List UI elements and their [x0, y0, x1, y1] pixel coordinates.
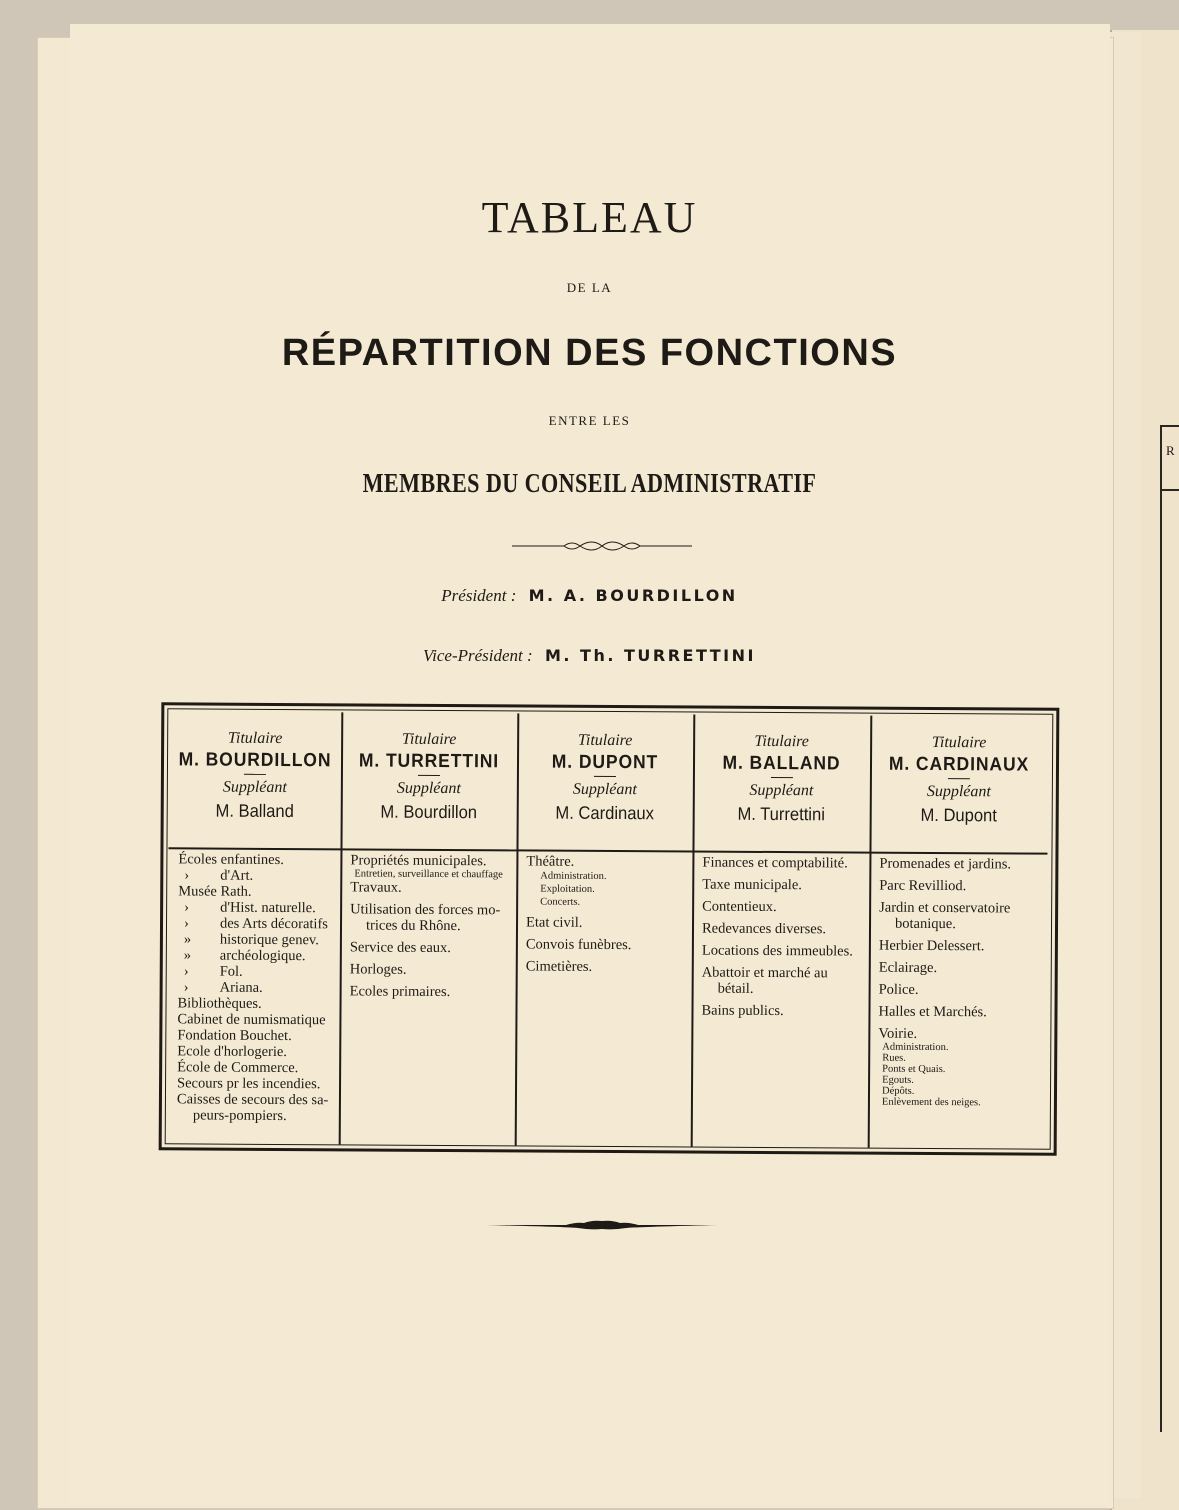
- ditto-mark: ›: [184, 899, 190, 916]
- ditto-mark: »: [183, 947, 192, 964]
- list-item: Eclairage.: [878, 959, 938, 977]
- president-line: [0, 586, 1179, 606]
- column-header: [516, 713, 693, 852]
- ornament-divider-top: [512, 538, 692, 554]
- list-item: Voirie.: [878, 1025, 918, 1042]
- subtitle-entre-les: ENTRE LES: [548, 413, 631, 428]
- list-item: Etat civil.: [525, 914, 583, 931]
- titulaire-label: Titulaire: [227, 729, 283, 748]
- list-item: École de Commerce.: [177, 1059, 299, 1077]
- list-item: Administration.: [882, 1041, 949, 1054]
- list-item: Herbier Delessert.: [878, 937, 985, 955]
- suppleant-label: Suppléant: [222, 778, 287, 797]
- list-item: Service des eaux.: [349, 939, 451, 957]
- list-item: » archéologique.: [178, 947, 334, 964]
- list-item: Convois funèbres.: [525, 936, 632, 954]
- column-items: [691, 853, 869, 1020]
- suppleant-name: M. Balland: [215, 800, 294, 822]
- list-item: Horloges.: [349, 961, 407, 978]
- suppleant-label: Suppléant: [926, 782, 991, 801]
- list-item: Ecole d'horlogerie.: [177, 1043, 288, 1061]
- titulaire-label: Titulaire: [401, 730, 457, 749]
- suppleant-name: M. Dupont: [920, 804, 997, 826]
- titulaire-name: M. CARDINAUX: [888, 753, 1030, 776]
- list-item: Cimetières.: [525, 958, 593, 975]
- suppleant-label: Suppléant: [572, 780, 637, 799]
- council-heading: MEMBRES DU CONSEIL ADMINISTRATIF: [362, 468, 817, 498]
- column-turrettini: [339, 712, 520, 1145]
- suppleant-label: Suppléant: [749, 781, 814, 800]
- list-item: Rues.: [882, 1052, 906, 1064]
- document-title: TABLEAU: [481, 193, 698, 242]
- list-item: Fondation Bouchet.: [177, 1027, 292, 1045]
- list-item: Enlèvement des neiges.: [881, 1096, 981, 1109]
- list-item: Musée Rath.: [178, 883, 252, 900]
- suppleant-label: Suppléant: [396, 779, 461, 798]
- list-item: Halles et Marchés.: [878, 1003, 987, 1021]
- list-item: Ecoles primaires.: [349, 983, 451, 1001]
- titulaire-name: M. TURRETTINI: [358, 750, 500, 773]
- titulaire-name: M. BOURDILLON: [178, 749, 332, 772]
- list-item: Concerts.: [540, 896, 581, 908]
- list-item: Finances et comptabilité.: [702, 854, 848, 872]
- column-items: [516, 851, 693, 975]
- list-item: Contentieux.: [702, 898, 777, 916]
- ornament-divider-bottom: [486, 1218, 718, 1232]
- suppleant-name: M. Turrettini: [737, 803, 825, 825]
- list-item: Écoles enfantines.: [178, 851, 284, 869]
- titulaire-label: Titulaire: [754, 732, 809, 751]
- list-item: Abattoir et marché au: [701, 964, 828, 982]
- list-item: Promenades et jardins.: [879, 855, 1012, 873]
- suppleant-name: M. Cardinaux: [555, 802, 655, 824]
- list-item: Propriétés municipales.: [350, 852, 487, 870]
- list-item: › d'Hist. naturelle.: [178, 899, 334, 916]
- list-item: Dépôts.: [881, 1085, 915, 1097]
- president-name: M. A. BOURDILLON: [528, 586, 738, 605]
- titulaire-label: Titulaire: [577, 731, 633, 750]
- list-item: Locations des immeubles.: [701, 942, 853, 960]
- subtitle-de-la: DE LA: [566, 280, 613, 295]
- list-item: Redevances diverses.: [701, 920, 827, 938]
- next-page-letter: R: [1166, 443, 1175, 458]
- list-item: Utilisation des forces mo-: [350, 901, 501, 919]
- ditto-mark: ›: [183, 915, 189, 932]
- vice-president-name: M. Th. TURRETTINI: [544, 646, 756, 665]
- list-item: Parc Revilliod.: [879, 877, 967, 895]
- vice-president-label: Vice-Président :: [423, 646, 533, 665]
- list-item: › Ariana.: [178, 979, 334, 996]
- next-page-table-frame: [1160, 425, 1179, 1432]
- column-balland: [691, 715, 873, 1148]
- list-item: › des Arts décoratifs: [178, 915, 334, 932]
- president-label: Président :: [441, 586, 517, 605]
- list-item: Travaux.: [350, 879, 402, 896]
- list-item: Police.: [878, 981, 919, 998]
- titulaire-name: M. BALLAND: [722, 752, 841, 775]
- list-item: Théâtre.: [526, 853, 575, 870]
- suppleant-name: M. Bourdillon: [380, 801, 478, 823]
- list-item: Egouts.: [882, 1074, 914, 1086]
- list-item: Ponts et Quais.: [882, 1063, 946, 1076]
- ditto-mark: ›: [183, 963, 189, 980]
- list-item: Bibliothèques.: [177, 995, 262, 1012]
- list-item: trices du Rhône.: [365, 917, 461, 935]
- column-cardinaux: [868, 716, 1049, 1149]
- column-header: [692, 715, 870, 854]
- list-item: Caisses de secours des sa-: [176, 1091, 329, 1109]
- column-header: [340, 712, 517, 851]
- column-header: [869, 716, 1048, 855]
- ditto-mark: »: [183, 931, 192, 948]
- list-item: › d'Art.: [178, 867, 334, 884]
- column-items: [340, 850, 517, 1000]
- list-item: Administration.: [540, 870, 607, 882]
- list-item: › Fol.: [178, 963, 334, 980]
- list-item: Secours pr les incendies.: [177, 1075, 321, 1093]
- main-heading: RÉPARTITION DES FONCTIONS: [281, 332, 898, 374]
- ditto-mark: ›: [184, 867, 190, 884]
- column-bourdillon: [167, 711, 344, 1144]
- list-item: Exploitation.: [540, 883, 595, 895]
- titulaire-name: M. DUPONT: [551, 751, 659, 774]
- list-item: Taxe municipale.: [702, 876, 802, 894]
- list-item: peurs-pompiers.: [192, 1107, 287, 1125]
- list-item: Entretien, surveillance et chauffage: [354, 868, 503, 881]
- list-item: bétail.: [717, 980, 754, 997]
- list-item: Cabinet de numismatique: [177, 1011, 326, 1029]
- column-dupont: [515, 713, 696, 1146]
- list-item: botanique.: [894, 915, 956, 933]
- next-page-edge: [1110, 30, 1179, 1510]
- column-items: [167, 849, 341, 1124]
- functions-table: [159, 702, 1060, 1155]
- list-item: » historique genev.: [178, 931, 334, 948]
- list-item: Jardin et conservatoire: [879, 899, 1011, 917]
- vice-president-line: [0, 646, 1179, 666]
- titulaire-label: Titulaire: [931, 733, 987, 752]
- list-item: Bains publics.: [701, 1002, 784, 1020]
- column-header: [168, 711, 341, 850]
- ditto-mark: ›: [183, 979, 189, 996]
- column-items: [868, 854, 1048, 1109]
